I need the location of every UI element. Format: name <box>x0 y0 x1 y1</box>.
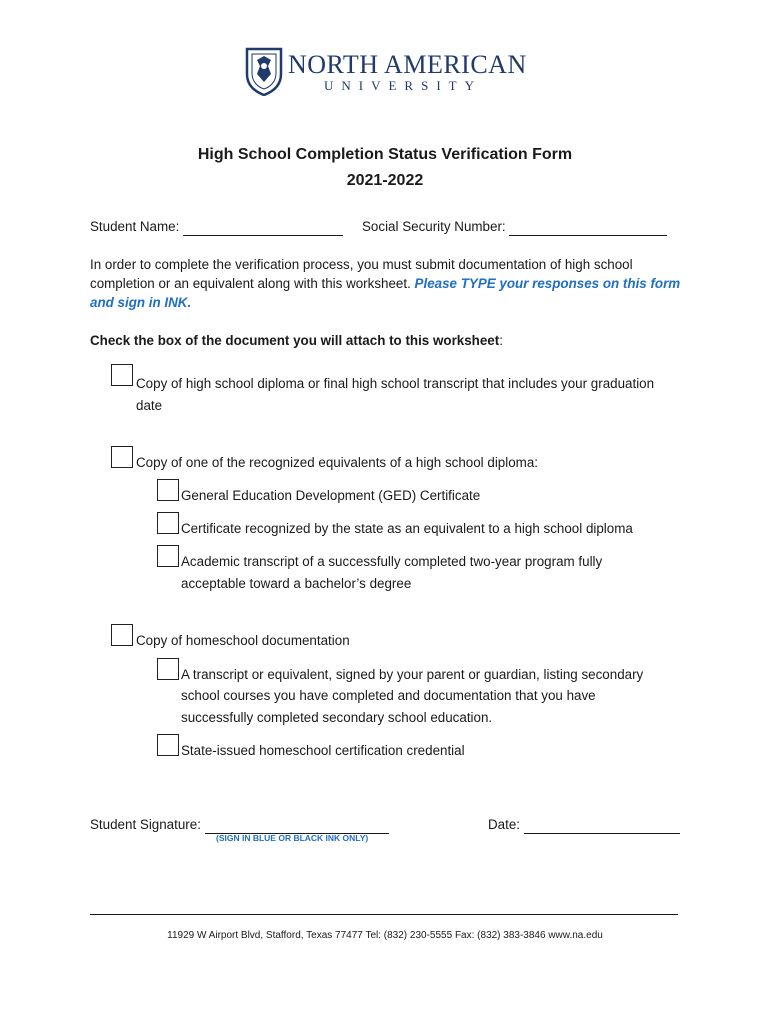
sign-ink-note: and sign in INK. <box>90 295 192 310</box>
option-state-issued-label: State-issued homeschool certification credential <box>181 743 465 758</box>
form-year: 2021-2022 <box>346 172 424 189</box>
check-heading-text: Check the box of the document you will attach to this worksheet <box>90 333 500 348</box>
option-diploma-label: Copy of high school diploma or final high school transcript that includes your graduation <box>136 376 655 391</box>
instructions-line-2 <box>90 274 690 293</box>
check-heading <box>90 331 503 350</box>
student-name-field[interactable] <box>90 217 343 236</box>
option-homeschool-label: Copy of homeschool documentation <box>136 633 350 648</box>
checkbox-parent-transcript[interactable] <box>157 658 179 680</box>
checkbox-academic-transcript[interactable] <box>157 545 179 567</box>
option-ged-label: General Education Development (GED) Certificate <box>181 488 481 503</box>
student-name-label: Student Name: <box>90 219 180 234</box>
ssn-field[interactable] <box>362 217 667 236</box>
option-academic-transcript-label: Academic transcript of a successfully completed two-year program fully <box>181 554 603 569</box>
date-line[interactable] <box>524 819 680 834</box>
option-diploma-label-cont: date <box>136 398 163 413</box>
instructions-text: completion or an equivalent along with this worksheet. <box>90 276 415 291</box>
student-name-line[interactable] <box>183 221 343 236</box>
option-parent-transcript-label-cont: school courses you have completed and documentation that you have <box>181 688 596 703</box>
type-responses-note: Please TYPE your responses on this form <box>414 276 681 291</box>
checkbox-homeschool[interactable] <box>111 624 133 646</box>
checkbox-equivalents[interactable] <box>111 446 133 468</box>
ssn-label: Social Security Number: <box>362 219 506 234</box>
signature-line[interactable] <box>205 819 389 834</box>
logo-subtitle: UNIVERSITY <box>324 78 482 93</box>
option-parent-transcript-label-cont2: successfully completed secondary school education. <box>181 710 493 725</box>
option-academic-transcript-label-cont: acceptable toward a bachelor’s degree <box>181 576 412 591</box>
checkbox-diploma[interactable] <box>111 364 133 386</box>
check-heading-colon: : <box>499 333 503 348</box>
university-logo <box>244 46 534 98</box>
date-label: Date: <box>488 817 521 832</box>
signature-field[interactable] <box>90 815 389 834</box>
checkbox-state-certificate[interactable] <box>157 512 179 534</box>
checkbox-ged[interactable] <box>157 479 179 501</box>
form-title: High School Completion Status Verification Form <box>197 146 573 163</box>
signature-label: Student Signature: <box>90 817 201 832</box>
option-state-certificate-label: Certificate recognized by the state as an equivalent to a high school diploma <box>181 521 633 536</box>
option-parent-transcript-label: A transcript or equivalent, signed by your parent or guardian, listing secondary <box>181 667 644 682</box>
logo-name: NORTH AMERICAN <box>288 50 527 79</box>
option-equivalents-label: Copy of one of the recognized equivalents of a high school diploma: <box>136 455 538 470</box>
instructions <box>90 255 690 312</box>
date-field[interactable] <box>488 815 680 834</box>
signature-ink-note: (SIGN IN BLUE OR BLACK INK ONLY) <box>216 833 369 843</box>
ssn-line[interactable] <box>509 221 667 236</box>
shield-crest-icon <box>244 46 284 96</box>
checkbox-state-issued[interactable] <box>157 734 179 756</box>
instructions-line-1: In order to complete the verification process, you must submit documentation of high school <box>90 257 633 272</box>
footer-divider <box>90 914 678 915</box>
footer-address: 11929 W Airport Blvd, Stafford, Texas 77477 Tel: (832) 230-5555 Fax: (832) 383-3846 www.na.edu <box>167 930 603 941</box>
